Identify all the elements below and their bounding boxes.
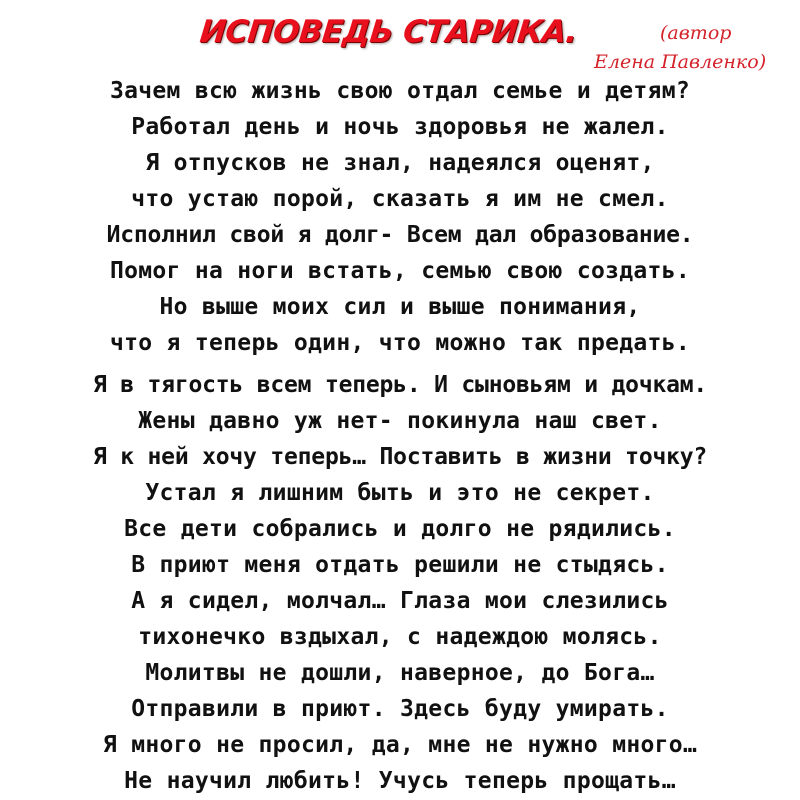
poem-line: Помог на ноги встать, семью свою создать. [109, 258, 691, 284]
poem-line: Я к ней хочу теперь… Поставить в жизни точку? [92, 444, 708, 470]
poem-line: что я теперь один, что можно так предать. [109, 330, 691, 356]
poem-line: Работал день и ночь здоровья не жалел. [131, 114, 669, 140]
poem-body [0, 73, 800, 799]
poem-line: Молитвы не дошли, наверное, до Бога… [145, 660, 655, 686]
poem-line: Отправили в приют. Здесь буду умирать. [131, 696, 669, 722]
poem-line: А я сидел, молчал… Глаза мои слезились [131, 588, 669, 614]
poem-line: тихонечко вздыхал, с надеждою молясь. [138, 624, 662, 650]
author-credit-line2: Елена Павленко) [594, 51, 767, 73]
poem-line: Зачем всю жизнь свою отдал семье и детям? [109, 78, 691, 104]
poem-title: ИСПОВЕДЬ СТАРИКА. [198, 14, 579, 50]
poem-line: Исполнил свой я долг- Всем дал образование. [106, 222, 694, 248]
poem-line: В приют меня отдать решили не стыдясь. [131, 552, 669, 578]
poem-line: Я отпусков не знал, надеялся оценят, [145, 150, 655, 176]
poem-line: Но выше моих сил и выше понимания, [159, 294, 641, 320]
poem-line: Жены давно уж нет- покинула наш свет. [138, 408, 662, 434]
poem-line: Я много не просил, да, мне не нужно много… [102, 732, 698, 758]
poem-line: Устал я лишним быть и это не секрет. [145, 480, 655, 506]
poem-line: Я в тягость всем теперь. И сыновьям и дочкам. [92, 372, 708, 398]
poem-line: Не научил любить! Учусь теперь прощать… [124, 768, 676, 794]
author-credit-line1: (автор [660, 22, 732, 44]
poem-line: что устаю порой, сказать я им не смел. [131, 186, 669, 212]
poem-line: Все дети собрались и долго не рядились. [124, 516, 676, 542]
